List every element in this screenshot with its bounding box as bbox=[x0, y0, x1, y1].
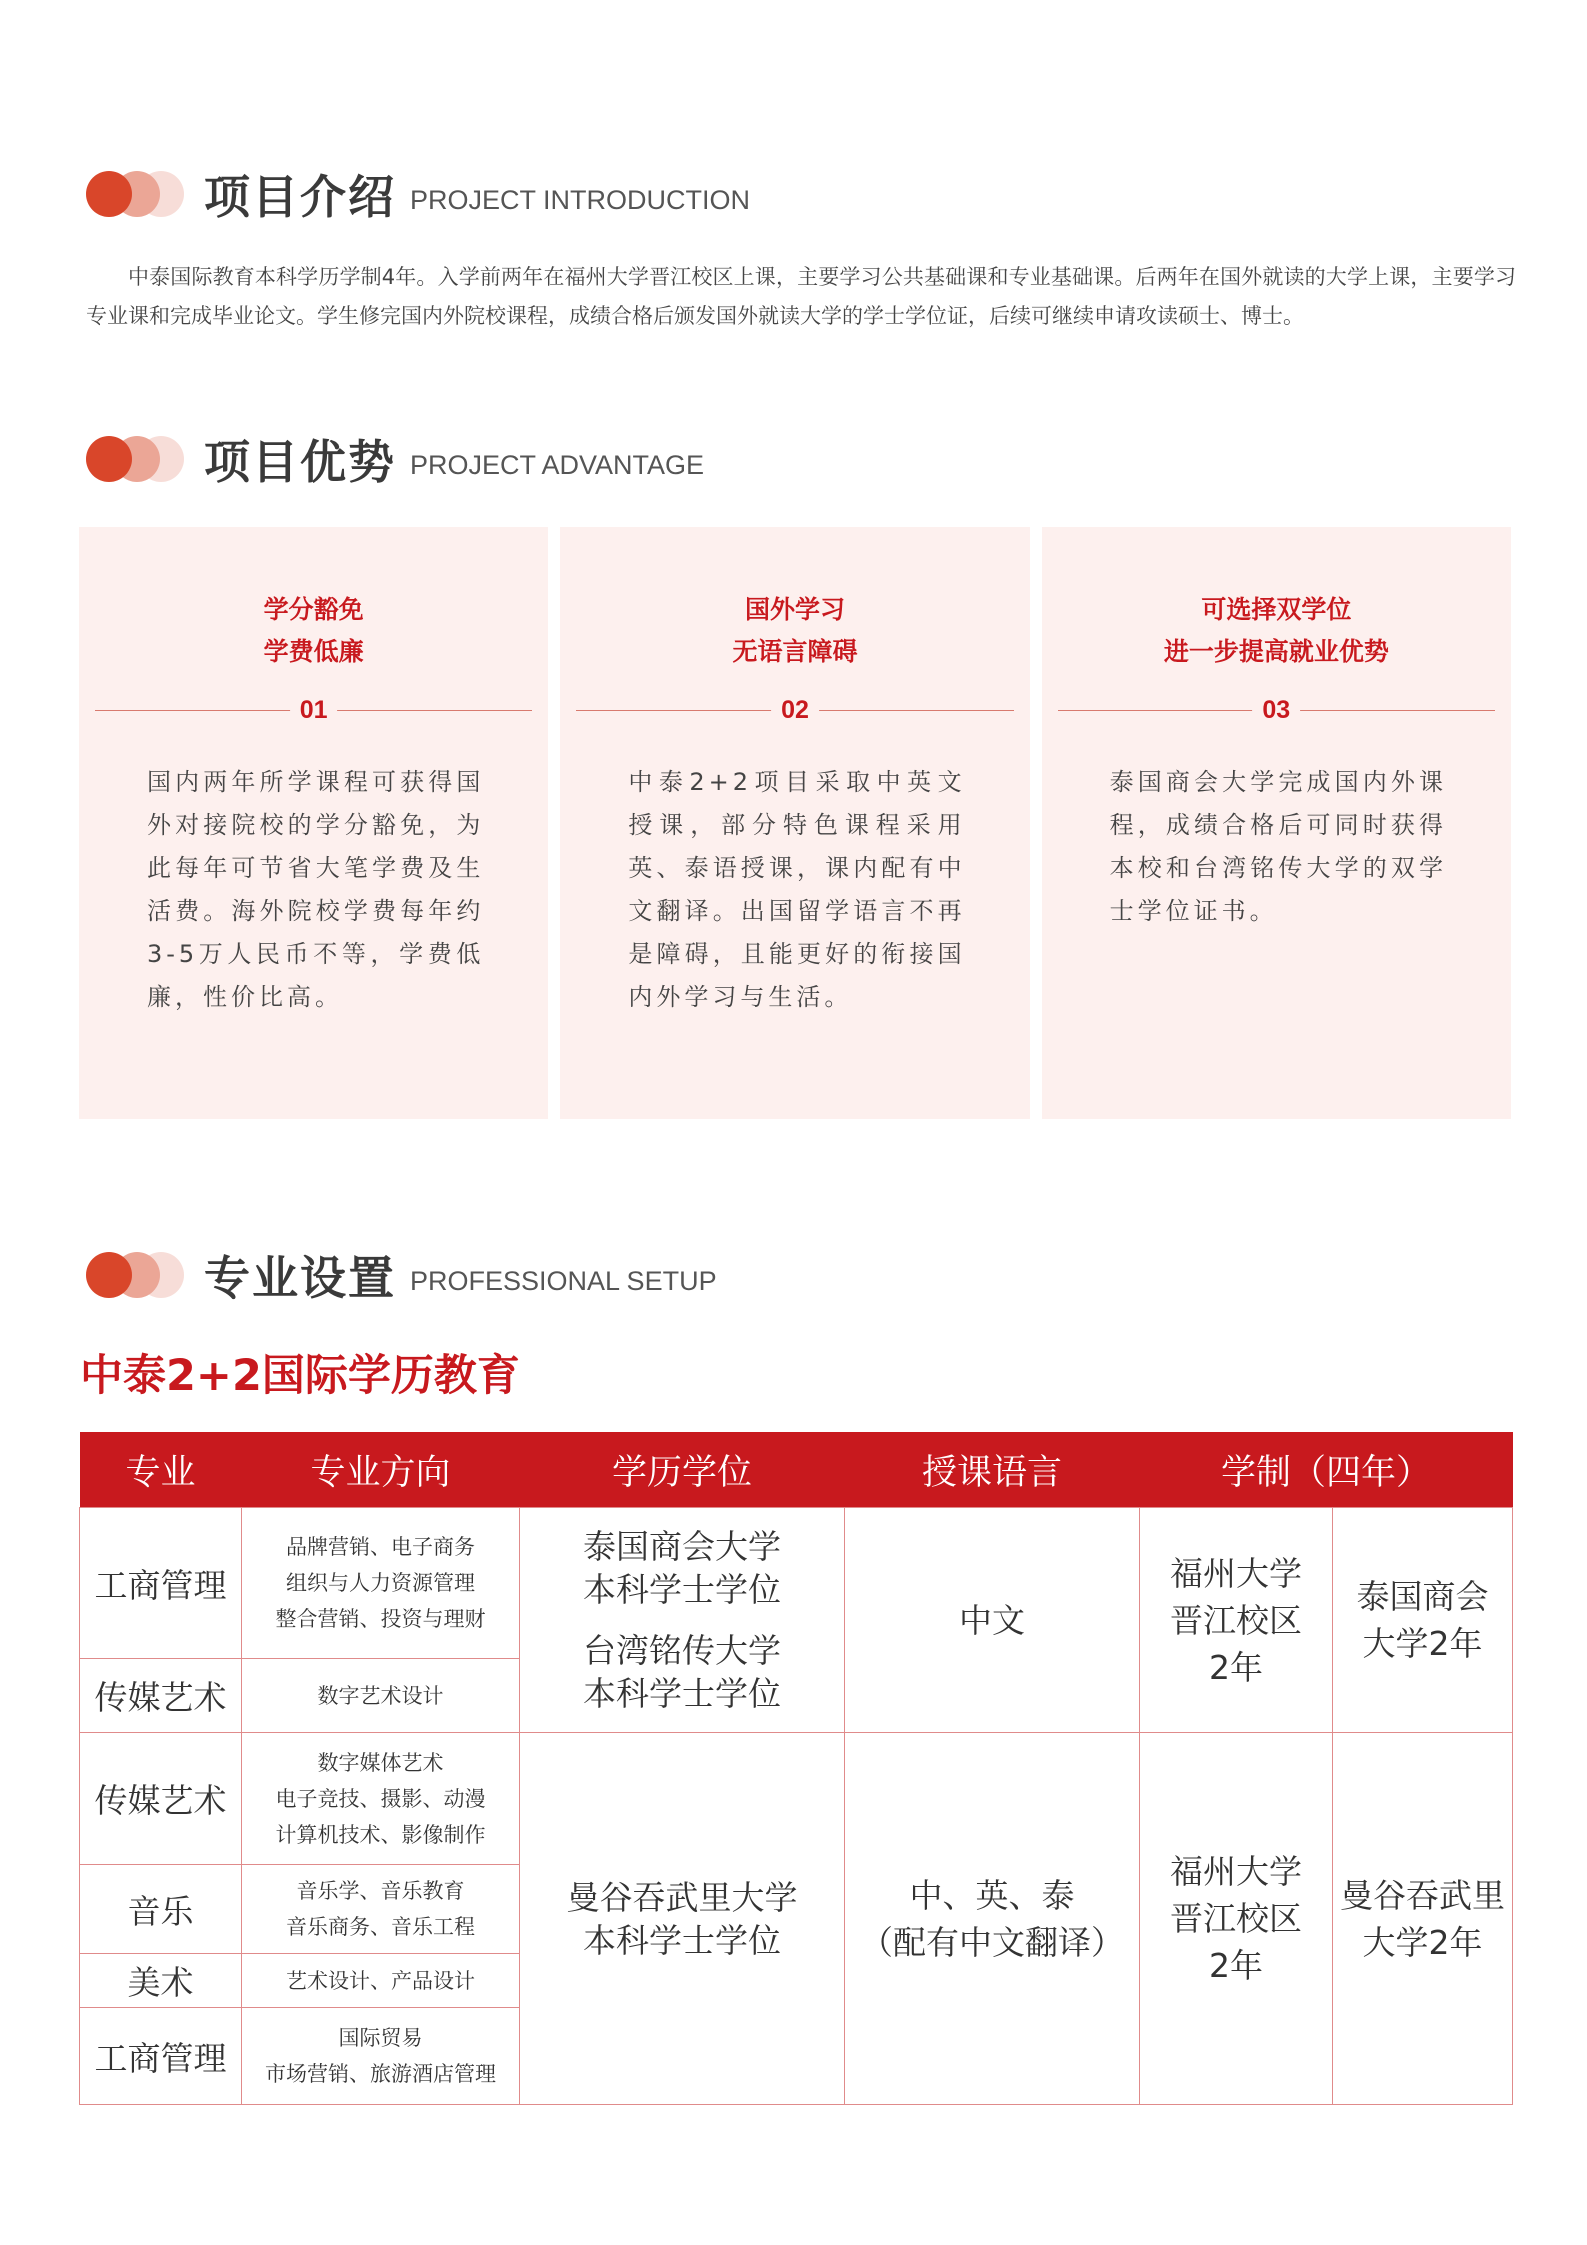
phase1-cell bbox=[1140, 1508, 1333, 1733]
phase-line: 晋江校区 bbox=[1170, 1899, 1302, 1938]
language-line: 中文 bbox=[959, 1600, 1025, 1640]
major-cell: 工商管理 bbox=[80, 2008, 242, 2105]
decor-dots-icon bbox=[86, 169, 186, 219]
direction-line: 市场营销、旅游酒店管理 bbox=[265, 2062, 496, 2086]
decor-dots-icon bbox=[86, 434, 186, 484]
header-direction: 专业方向 bbox=[242, 1432, 520, 1508]
section-title: 项目优势 bbox=[204, 435, 396, 489]
header-language: 授课语言 bbox=[845, 1432, 1140, 1508]
direction-line: 数字媒体艺术 bbox=[317, 1750, 444, 1775]
section-subtitle: PROJECT ADVANTAGE bbox=[410, 449, 705, 480]
intro-paragraph: 中泰国际教育本科学历学制4年。入学前两年在福州大学晋江校区上课，主要学习公共基础课和专业基础课。后两年在国外就读的大学上课，主要学习专业课和完成毕业论文。学生修完国内外院校课程，成绩合格后颁发国外就读大学的学士学位证，后续可继续申请攻读硕士、博士。 bbox=[86, 265, 1516, 328]
phase-line: 曼谷吞武里 bbox=[1340, 1875, 1505, 1915]
degree-line: 本科学士学位 bbox=[583, 1920, 781, 1960]
degree-line: 本科学士学位 bbox=[583, 1570, 781, 1609]
phase-line: 福州大学 bbox=[1170, 1852, 1302, 1891]
advantage-title-line: 无语言障碍 bbox=[732, 637, 858, 666]
section-header-intro bbox=[86, 159, 750, 229]
advantage-title-line: 进一步提高就业优势 bbox=[1163, 637, 1389, 666]
major-cell: 工商管理 bbox=[80, 1508, 242, 1659]
section-subtitle: PROFESSIONAL SETUP bbox=[410, 1265, 717, 1296]
language-line: 中、英、泰 bbox=[909, 1875, 1075, 1915]
advantage-title-line: 国外学习 bbox=[744, 595, 845, 624]
direction-cell bbox=[242, 1954, 520, 2008]
direction-line: 艺术设计、产品设计 bbox=[286, 1968, 475, 1993]
phase-line: 2年 bbox=[1209, 1647, 1263, 1687]
direction-line: 组织与人力资源管理 bbox=[286, 1571, 475, 1595]
phase-line: 晋江校区 bbox=[1170, 1600, 1302, 1640]
direction-line: 电子竞技、摄影、动漫 bbox=[275, 1786, 486, 1811]
advantage-title bbox=[1042, 589, 1511, 673]
degree-cell bbox=[520, 1508, 845, 1733]
section-header-setup bbox=[86, 1240, 717, 1310]
header-degree: 学历学位 bbox=[520, 1432, 845, 1508]
direction-line: 国际贸易 bbox=[338, 2026, 423, 2050]
section-header-advantage bbox=[86, 424, 704, 494]
advantage-title bbox=[79, 589, 548, 673]
advantage-card bbox=[1042, 527, 1511, 1119]
advantage-number: 03 bbox=[1252, 694, 1300, 726]
direction-cell bbox=[242, 2008, 520, 2105]
direction-line: 整合营销、投资与理财 bbox=[275, 1607, 486, 1631]
advantage-title bbox=[560, 589, 1029, 673]
program-title: 中泰2+2国际学历教育 bbox=[80, 1351, 520, 1401]
degree-line: 台湾铭传大学 bbox=[583, 1631, 781, 1670]
direction-line: 计算机技术、影像制作 bbox=[275, 1822, 486, 1847]
direction-cell bbox=[242, 1733, 520, 1865]
phase1-cell bbox=[1140, 1733, 1333, 2105]
direction-line: 音乐学、音乐教育 bbox=[296, 1879, 465, 1903]
section-subtitle: PROJECT INTRODUCTION bbox=[410, 184, 751, 215]
phase-line: 大学2年 bbox=[1362, 1624, 1483, 1663]
direction-line: 品牌营销、电子商务 bbox=[286, 1535, 475, 1559]
advantage-number: 01 bbox=[290, 694, 338, 726]
degree-line: 泰国商会大学 bbox=[583, 1527, 781, 1566]
degree-spacer bbox=[524, 1611, 840, 1629]
phase2-cell bbox=[1333, 1733, 1513, 2105]
advantage-card bbox=[79, 527, 548, 1119]
table-row bbox=[80, 1508, 1513, 1659]
phase-line: 泰国商会 bbox=[1356, 1577, 1489, 1616]
major-cell: 传媒艺术 bbox=[80, 1733, 242, 1865]
direction-cell bbox=[242, 1659, 520, 1733]
direction-cell bbox=[242, 1508, 520, 1659]
major-cell: 美术 bbox=[80, 1954, 242, 2008]
phase-line: 福州大学 bbox=[1170, 1553, 1302, 1593]
major-cell: 音乐 bbox=[80, 1865, 242, 1954]
language-cell bbox=[845, 1733, 1140, 2105]
advantage-title-line: 学费低廉 bbox=[263, 637, 364, 666]
degree-line: 本科学士学位 bbox=[583, 1674, 781, 1713]
degree-line: 曼谷吞武里大学 bbox=[566, 1877, 798, 1917]
advantage-number: 02 bbox=[771, 694, 819, 726]
table-row bbox=[80, 1733, 1513, 1865]
major-cell: 传媒艺术 bbox=[80, 1659, 242, 1733]
decor-dots-icon bbox=[86, 1250, 186, 1300]
phase-line: 大学2年 bbox=[1362, 1922, 1483, 1962]
language-line: （配有中文翻译） bbox=[860, 1922, 1124, 1962]
advantage-cards bbox=[79, 527, 1511, 1119]
phase-line: 2年 bbox=[1209, 1946, 1263, 1985]
advantage-text: 泰国商会大学完成国内外课程，成绩合格后可同时获得本校和台湾铭传大学的双学士学位证书。 bbox=[1109, 768, 1447, 925]
direction-line: 数字艺术设计 bbox=[317, 1683, 444, 1708]
header-major: 专业 bbox=[80, 1432, 242, 1508]
degree-cell bbox=[520, 1733, 845, 2105]
advantage-title-line: 学分豁免 bbox=[263, 595, 364, 624]
section-title: 专业设置 bbox=[204, 1251, 396, 1305]
direction-line: 音乐商务、音乐工程 bbox=[286, 1915, 475, 1939]
direction-cell bbox=[242, 1865, 520, 1954]
advantage-title-line: 可选择双学位 bbox=[1201, 595, 1352, 624]
header-duration: 学制（四年） bbox=[1140, 1432, 1513, 1508]
table-header-row bbox=[80, 1432, 1513, 1508]
program-table bbox=[79, 1432, 1512, 2102]
advantage-card bbox=[560, 527, 1029, 1119]
advantage-text: 中泰2+2项目采取中英文授课，部分特色课程采用英、泰语授课，课内配有中文翻译。出国留学语言不再是障碍，且能更好的衔接国内外学习与生活。 bbox=[628, 768, 966, 1011]
phase2-cell bbox=[1333, 1508, 1513, 1733]
section-title: 项目介绍 bbox=[204, 170, 396, 224]
advantage-text: 国内两年所学课程可获得国外对接院校的学分豁免，为此每年可节省大笔学费及生活费。海外院校学费每年约3-5万人民币不等，学费低廉，性价比高。 bbox=[147, 768, 485, 1011]
language-cell bbox=[845, 1508, 1140, 1733]
